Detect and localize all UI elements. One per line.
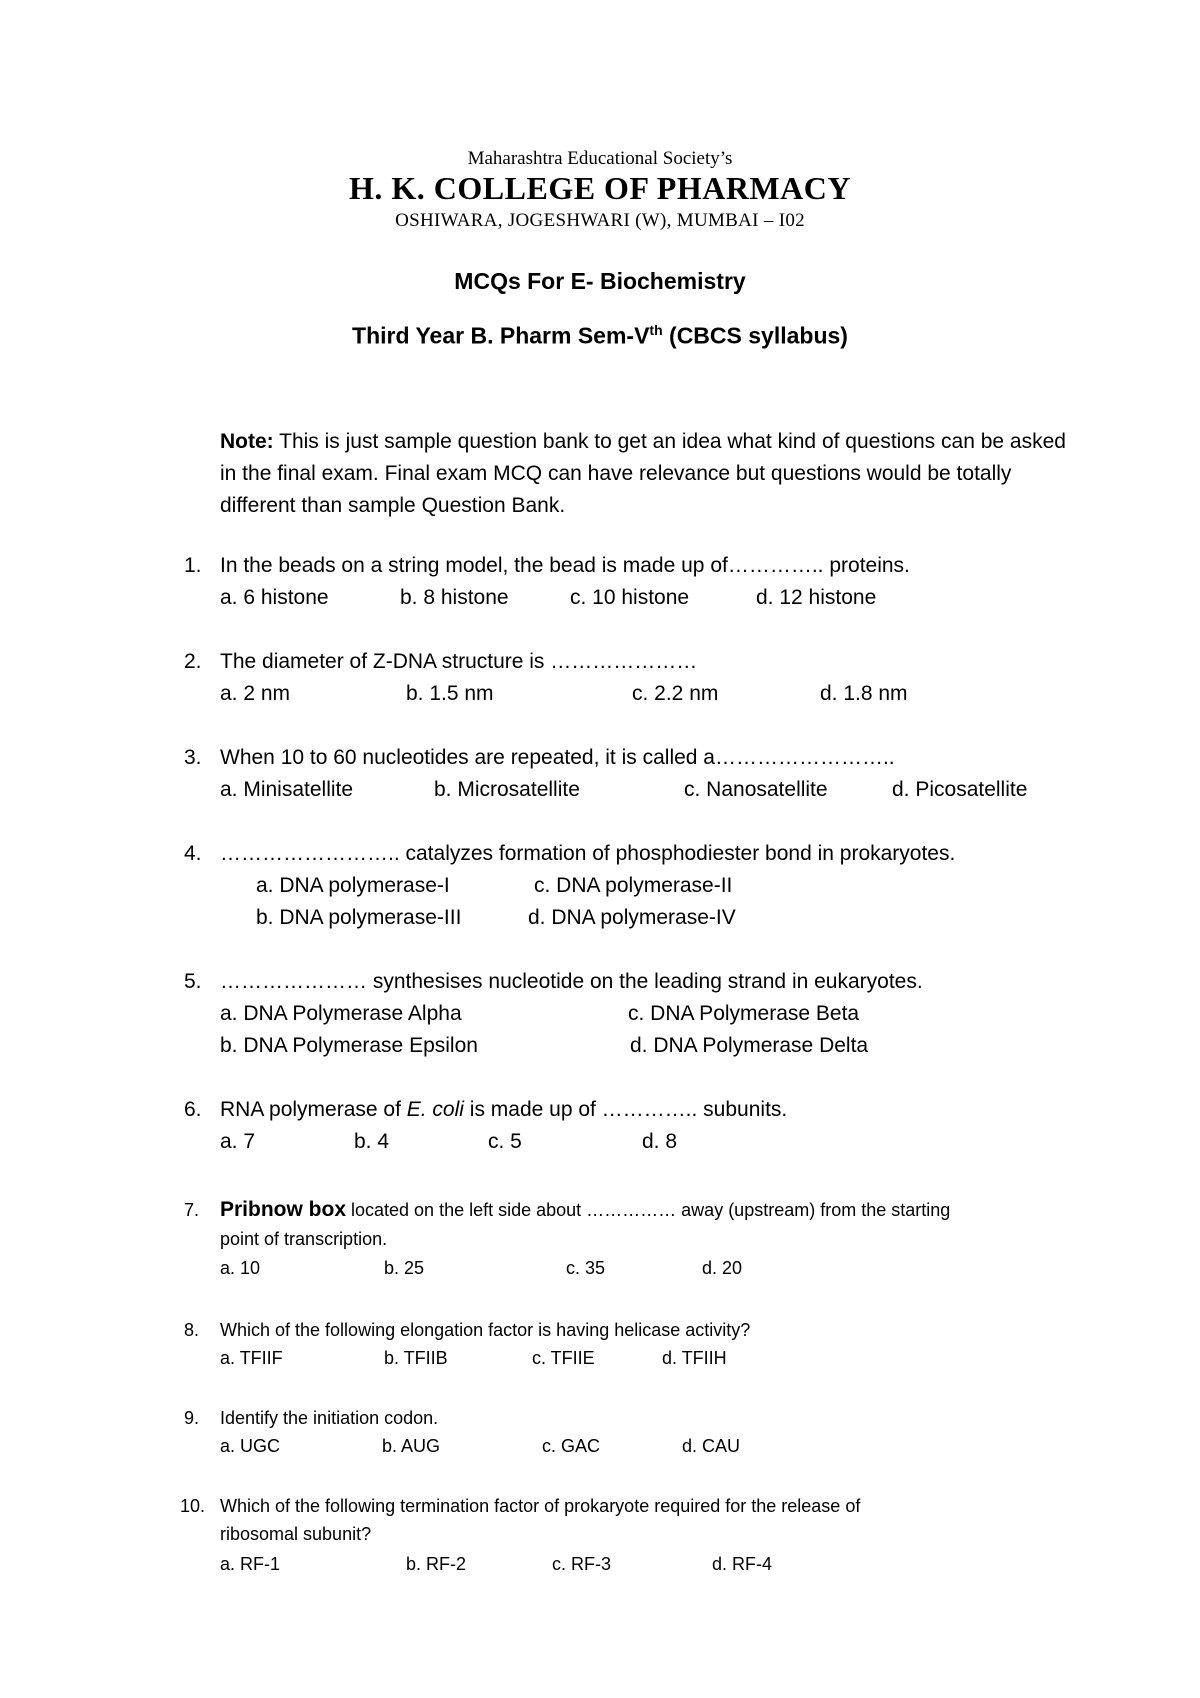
option-b: b. 8 histone bbox=[400, 586, 509, 609]
option-d: d. 8 bbox=[642, 1130, 678, 1153]
option-b: b. DNA polymerase-III bbox=[256, 906, 462, 929]
question-number: 4. bbox=[184, 842, 202, 865]
option-a: a. RF-1 bbox=[220, 1554, 281, 1574]
question-text: When 10 to 60 nucleotides are repeated, it is called a…………………….. bbox=[220, 746, 895, 769]
option-a: a. 10 bbox=[220, 1258, 261, 1278]
option-a: a. UGC bbox=[220, 1436, 281, 1456]
option-b: b. 1.5 nm bbox=[406, 682, 494, 705]
subject-title: MCQs For E- Biochemistry bbox=[454, 268, 746, 294]
college-address: OSHIWARA, JOGESHWARI (W), MUMBAI – I02 bbox=[395, 210, 805, 231]
course-prefix: Third Year B. Pharm Sem-V bbox=[352, 322, 650, 349]
course-sup: th bbox=[649, 322, 663, 338]
question-number: 6. bbox=[184, 1098, 202, 1121]
question-text-bold: Pribnow box bbox=[220, 1198, 346, 1221]
option-a: a. 7 bbox=[220, 1130, 256, 1153]
question-text bbox=[220, 1198, 950, 1222]
question-text: ………………… synthesises nucleotide on the leading strand in eukaryotes. bbox=[220, 970, 923, 993]
option-c: c. Nanosatellite bbox=[684, 778, 828, 801]
option-a: a. DNA polymerase-I bbox=[256, 874, 450, 897]
question-text-line1: located on the left side about …………… away (upstream) from the starting bbox=[346, 1200, 951, 1220]
option-c: c. RF-3 bbox=[552, 1554, 612, 1574]
option-c: c. TFIIE bbox=[532, 1348, 595, 1368]
question-number: 2. bbox=[184, 650, 202, 673]
option-c: c. 35 bbox=[566, 1258, 606, 1278]
question-text-line2: ribosomal subunit? bbox=[220, 1524, 372, 1544]
option-a: a. 6 histone bbox=[220, 586, 329, 609]
option-d: d. 1.8 nm bbox=[820, 682, 908, 705]
option-c: c. 10 histone bbox=[570, 586, 690, 609]
question-text-post: is made up of ………….. subunits. bbox=[463, 1098, 788, 1121]
course-suffix: (CBCS syllabus) bbox=[662, 322, 848, 349]
option-b: b. AUG bbox=[382, 1436, 441, 1456]
question-text-line2: point of transcription. bbox=[220, 1229, 388, 1249]
college-name: H. K. COLLEGE OF PHARMACY bbox=[349, 170, 851, 206]
option-b: b. 4 bbox=[354, 1130, 390, 1153]
question-number: 10. bbox=[180, 1496, 206, 1516]
option-a: a. TFIIF bbox=[220, 1348, 283, 1368]
question-number: 7. bbox=[184, 1200, 200, 1220]
question-text bbox=[220, 1098, 787, 1122]
option-a: a. 2 nm bbox=[220, 682, 291, 705]
option-d: d. 12 histone bbox=[756, 586, 877, 609]
option-d: d. RF-4 bbox=[712, 1554, 773, 1574]
question-text: Which of the following termination factor of prokaryote required for the release of bbox=[220, 1496, 861, 1516]
question-text-pre: RNA polymerase of bbox=[220, 1098, 407, 1121]
question-number: 9. bbox=[184, 1408, 200, 1428]
question-text: Which of the following elongation factor is having helicase activity? bbox=[220, 1320, 751, 1340]
question-text: In the beads on a string model, the bead is made up of………….. proteins. bbox=[220, 554, 910, 577]
option-b: b. RF-2 bbox=[406, 1554, 467, 1574]
option-d: d. TFIIH bbox=[662, 1348, 727, 1368]
option-c: c. DNA Polymerase Beta bbox=[628, 1002, 860, 1025]
option-c: c. 5 bbox=[488, 1130, 522, 1153]
option-b: b. DNA Polymerase Epsilon bbox=[220, 1034, 478, 1057]
note-text: This is just sample question bank to get an idea what kind of questions can be asked in the final exam. Final exam MCQ can have relevance but questions would be totally different than sample Question Bank. bbox=[220, 430, 1066, 517]
question-text: Identify the initiation codon. bbox=[220, 1408, 439, 1428]
option-c: c. GAC bbox=[542, 1436, 601, 1456]
note-paragraph bbox=[220, 426, 1080, 522]
option-d: d. 20 bbox=[702, 1258, 743, 1278]
option-c: c. 2.2 nm bbox=[632, 682, 719, 705]
question-text: The diameter of Z-DNA structure is ………………… bbox=[220, 650, 698, 673]
option-b: b. Microsatellite bbox=[434, 778, 580, 801]
option-c: c. DNA polymerase-II bbox=[534, 874, 733, 897]
option-a: a. DNA Polymerase Alpha bbox=[220, 1002, 462, 1025]
question-number: 5. bbox=[184, 970, 202, 993]
option-d: d. DNA Polymerase Delta bbox=[630, 1034, 869, 1057]
question-number: 3. bbox=[184, 746, 202, 769]
option-b: b. TFIIB bbox=[384, 1348, 448, 1368]
question-text-italic: E. coli bbox=[406, 1098, 464, 1121]
option-b: b. 25 bbox=[384, 1258, 425, 1278]
note-label: Note: bbox=[220, 430, 274, 453]
option-d: d. DNA polymerase-IV bbox=[528, 906, 736, 929]
question-text: …………………….. catalyzes formation of phosphodiester bond in prokaryotes. bbox=[220, 842, 956, 865]
option-d: d. Picosatellite bbox=[892, 778, 1028, 801]
society-name: Maharashtra Educational Society’s bbox=[467, 148, 733, 169]
option-a: a. Minisatellite bbox=[220, 778, 354, 801]
option-d: d. CAU bbox=[682, 1436, 741, 1456]
course-title bbox=[0, 322, 1200, 350]
question-number: 1. bbox=[184, 554, 202, 577]
question-number: 8. bbox=[184, 1320, 200, 1340]
